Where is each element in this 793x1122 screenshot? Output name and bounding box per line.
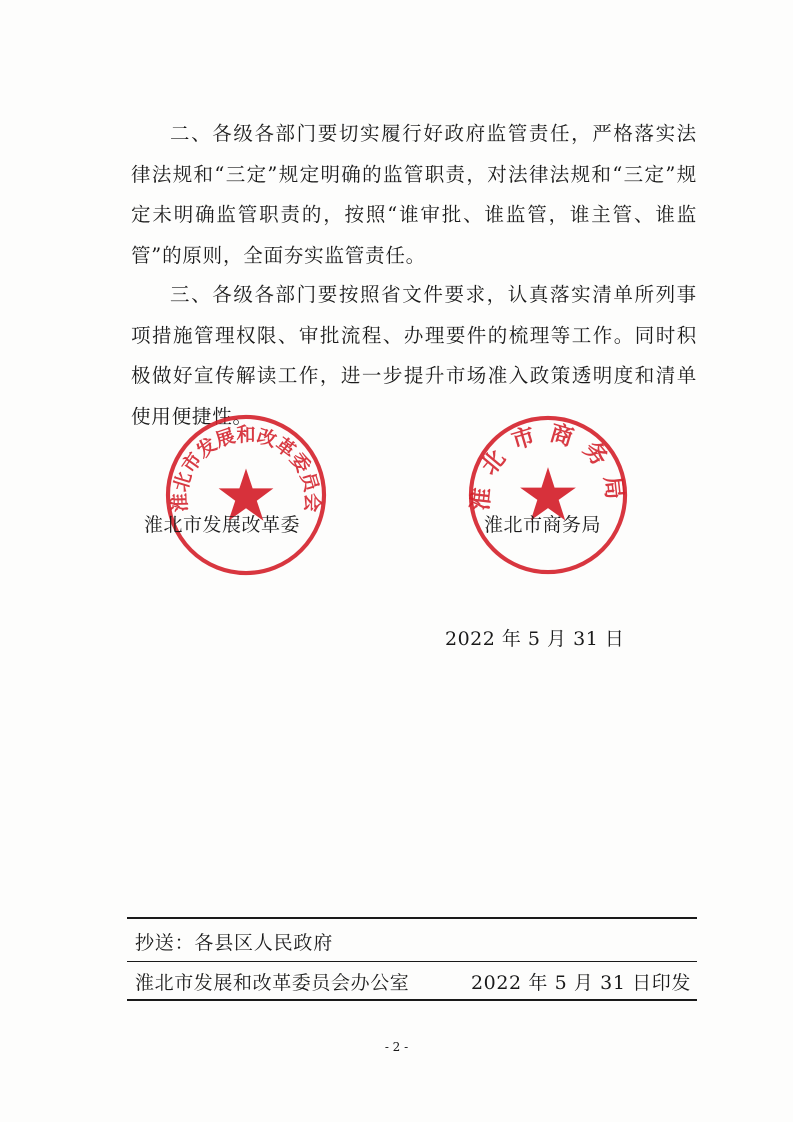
seal-left-icon <box>163 412 329 578</box>
divider-bottom <box>127 999 697 1001</box>
signer-ndrc: 淮北市发展改革委 <box>144 514 301 536</box>
paragraph-2: 二、各级各部门要切实履行好政府监管责任，严格落实法律法规和“三定”规定明确的监管职责，对法律法规和“三定”规定未明确监管职责的，按照“谁审批、谁监管，谁主管、谁监管”的原则，全面夯实监管责任。 <box>131 122 697 267</box>
svg-text:淮北市商务局: 淮北市商务局 <box>466 419 630 512</box>
seal-right-icon <box>466 413 630 577</box>
paragraph-3: 三、各级各部门要按照省文件要求，认真落实清单所列事项措施管理权限、审批流程、办理要件的梳理等工作。同时积极做好宣传解读工作，进一步提升市场准入政策透明度和清单使用便捷性。 <box>131 283 697 428</box>
signer-commerce: 淮北市商务局 <box>484 514 602 536</box>
divider-top <box>127 917 697 919</box>
issue-date: 2022 年 5 月 31 日印发 <box>470 972 691 994</box>
page-number: - 2 - <box>384 1040 409 1054</box>
svg-text:淮北市发展和改革委员会: 淮北市发展和改革委员会 <box>168 423 324 513</box>
signing-date: 2022 年 5 月 31 日 <box>445 628 625 650</box>
issuer-office: 淮北市发展和改革委员会办公室 <box>135 972 410 994</box>
cc-line: 抄送：各县区人民政府 <box>135 932 334 954</box>
divider-middle <box>127 961 697 962</box>
